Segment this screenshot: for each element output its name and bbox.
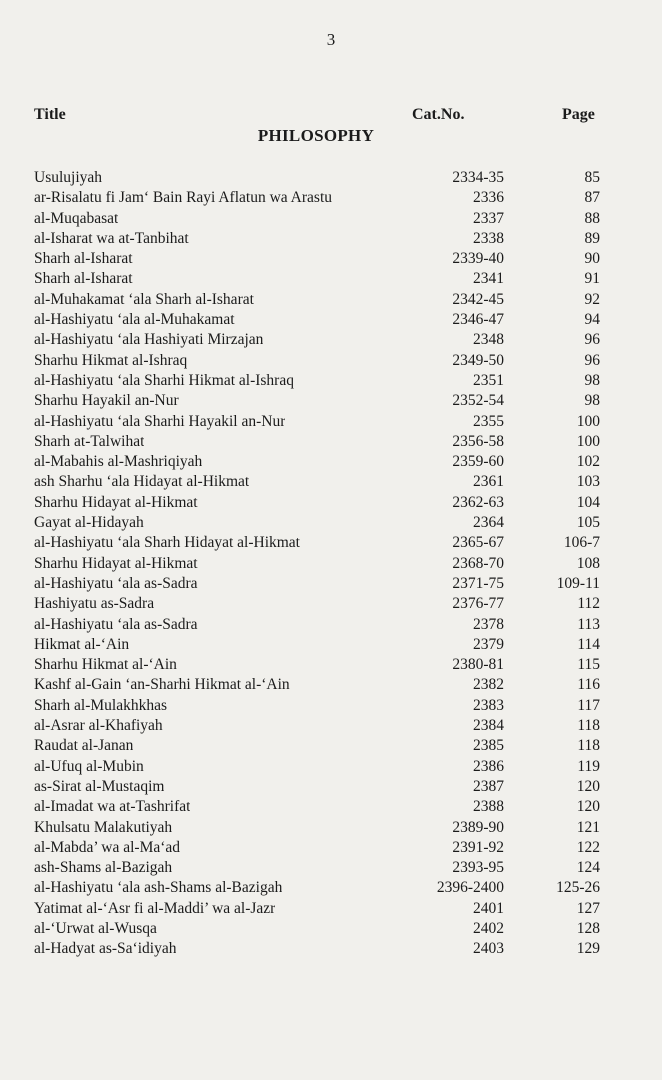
entry-page: 85 (584, 169, 600, 186)
catalog-entry (34, 696, 600, 716)
entry-page: 114 (577, 635, 600, 653)
entry-page: 106-7 (563, 534, 600, 552)
entry-cat-no: 2383 (473, 696, 504, 714)
entry-page: 94 (584, 311, 600, 329)
entry-page: 98 (584, 371, 600, 389)
entry-page: 91 (584, 270, 600, 288)
entry-cat-no: 2355 (473, 412, 504, 430)
catalog-entry (34, 533, 600, 553)
entry-cat-no: 2388 (473, 798, 504, 816)
entry-page: 105 (576, 514, 600, 532)
entry-cat-no: 2365-67 (452, 534, 504, 552)
catalog-entry (34, 615, 600, 635)
catalog-entry (34, 493, 600, 513)
entry-cat-no: 2380-81 (452, 656, 504, 674)
entry-page: 90 (584, 250, 600, 268)
entry-cat-no: 2402 (473, 919, 504, 937)
entry-title: al-Mabahis al-Mashriqiyah (34, 453, 203, 471)
entry-page: 98 (584, 392, 600, 410)
entry-cat-no: 2385 (473, 737, 504, 755)
entry-cat-no: 2337 (473, 209, 504, 227)
entry-cat-no: 2334-35 (452, 169, 504, 186)
entry-page: 87 (584, 189, 600, 207)
entry-cat-no: 2342-45 (452, 290, 504, 308)
entry-page: 121 (576, 818, 600, 836)
catalog-entry (34, 757, 600, 777)
catalog-entry (34, 899, 600, 919)
entry-cat-no: 2348 (473, 331, 504, 349)
entry-page: 119 (577, 757, 600, 775)
entry-title: Sharhu Hidayat al-Hikmat (34, 493, 198, 511)
catalog-entry (34, 939, 600, 959)
entry-title: al-Hadyat as-Sa‘idiyah (34, 940, 177, 958)
entry-title: Sharhu Hayakil an-Nur (34, 392, 179, 410)
entry-title: al-Hashiyatu ‘ala Sharh Hidayat al-Hikmat (34, 534, 300, 552)
catalog-entry (34, 838, 600, 858)
catalog-entry (34, 351, 600, 371)
catalog-entry (34, 716, 600, 736)
entry-title: al-Mabda’ wa al-Ma‘ad (34, 838, 181, 856)
catalog-entry (34, 736, 600, 756)
catalog-entry (34, 391, 600, 411)
entry-title: Raudat al-Janan (34, 737, 134, 755)
entry-cat-no: 2384 (473, 717, 504, 735)
catalog-entry (34, 574, 600, 594)
entry-cat-no: 2403 (473, 940, 504, 958)
entry-title: Usulujiyah (34, 169, 103, 186)
entry-title: al-Hashiyatu ‘ala Sharhi Hayakil an-Nur (34, 412, 286, 430)
catalog-entry (34, 878, 600, 898)
entry-title: al-‘Urwat al-Wusqa (34, 919, 157, 937)
entry-cat-no: 2341 (473, 270, 504, 288)
entry-page: 127 (576, 899, 600, 917)
catalog-entry (34, 310, 600, 330)
entry-page: 120 (576, 798, 600, 816)
entry-title: Sharhu Hikmat al-‘Ain (34, 656, 177, 674)
entry-page: 116 (577, 676, 600, 694)
entry-cat-no: 2379 (473, 635, 504, 653)
entry-cat-no: 2389-90 (452, 818, 504, 836)
entry-title: al-Hashiyatu ‘ala ash-Shams al-Bazigah (34, 879, 283, 897)
entry-page: 96 (584, 351, 600, 369)
catalog-entry (34, 858, 600, 878)
cat-no-column-header: Cat.No. (412, 106, 465, 123)
entry-page: 100 (576, 432, 600, 450)
entry-title: Sharh al-Isharat (34, 270, 133, 288)
catalog-entry (34, 655, 600, 675)
entry-cat-no: 2401 (473, 899, 504, 917)
catalog-entry (34, 919, 600, 939)
entry-title: Sharhu Hikmat al-Ishraq (34, 351, 188, 369)
catalog-entry (34, 554, 600, 574)
catalog-entry (34, 249, 600, 269)
entry-title: al-Ufuq al-Mubin (34, 757, 144, 775)
entry-cat-no: 2346-47 (452, 311, 504, 329)
entry-cat-no: 2386 (473, 757, 504, 775)
entry-title: Sharh al-Mulakhkhas (34, 696, 168, 714)
entry-cat-no: 2362-63 (452, 493, 504, 511)
page-column-header: Page (562, 106, 595, 123)
entry-cat-no: 2393-95 (452, 859, 504, 877)
entry-cat-no: 2359-60 (452, 453, 504, 471)
entry-page: 96 (584, 331, 600, 349)
page-number: 3 (326, 30, 336, 49)
entry-cat-no: 2349-50 (452, 351, 504, 369)
entry-title: Kashf al-Gain ‘an-Sharhi Hikmat al-‘Ain (34, 676, 290, 694)
entry-page: 115 (577, 656, 600, 674)
entry-title: ash Sharhu ‘ala Hidayat al-Hikmat (34, 473, 250, 491)
entry-page: 118 (577, 737, 600, 755)
entry-title: al-Hashiyatu ‘ala al-Muhakamat (34, 311, 235, 329)
catalog-entry (34, 818, 600, 838)
catalog-entries (34, 168, 600, 960)
section-heading: PHILOSOPHY (257, 126, 375, 145)
entry-title: Hikmat al-‘Ain (34, 635, 130, 653)
entry-cat-no: 2387 (473, 777, 504, 795)
entry-title: ash-Shams al-Bazigah (34, 859, 173, 877)
catalog-entry (34, 432, 600, 452)
entry-cat-no: 2339-40 (452, 250, 504, 268)
entry-cat-no: 2336 (473, 189, 504, 207)
entry-page: 102 (576, 453, 600, 471)
entry-title: al-Imadat wa at-Tashrifat (34, 798, 191, 816)
entry-cat-no: 2378 (473, 615, 504, 633)
catalog-entry (34, 777, 600, 797)
entry-page: 109-11 (556, 574, 600, 592)
entry-cat-no: 2371-75 (452, 574, 504, 592)
catalog-entry (34, 412, 600, 432)
entry-page: 112 (577, 595, 600, 613)
catalog-entry (34, 797, 600, 817)
entry-page: 129 (576, 940, 600, 958)
entry-title: ar-Risalatu fi Jam‘ Bain Rayi Aflatun wa Arastu (34, 189, 332, 207)
entry-cat-no: 2396-2400 (436, 879, 504, 897)
entry-title: Sharh at-Talwihat (34, 432, 145, 450)
catalog-entry (34, 168, 600, 188)
catalog-entry (34, 452, 600, 472)
entry-title: Gayat al-Hidayah (34, 514, 144, 532)
entry-page: 89 (584, 229, 600, 247)
entry-cat-no: 2361 (473, 473, 504, 491)
entry-cat-no: 2382 (473, 676, 504, 694)
entry-title: as-Sirat al-Mustaqim (34, 777, 165, 795)
catalog-entry (34, 635, 600, 655)
entry-cat-no: 2391-92 (452, 838, 504, 856)
entry-title: al-Muhakamat ‘ala Sharh al-Isharat (34, 290, 254, 308)
catalog-entry (34, 290, 600, 310)
catalog-entry (34, 472, 600, 492)
entry-page: 124 (576, 859, 600, 877)
entry-title: al-Hashiyatu ‘ala as-Sadra (34, 574, 198, 592)
entry-title: Yatimat al-‘Asr fi al-Maddi’ wa al-Jazr (34, 899, 276, 917)
entry-title: al-Muqabasat (34, 209, 119, 227)
entry-page: 117 (577, 696, 600, 714)
entry-title: al-Hashiyatu ‘ala as-Sadra (34, 615, 198, 633)
entry-page: 92 (584, 290, 600, 308)
entry-page: 100 (576, 412, 600, 430)
entry-title: al-Asrar al-Khafiyah (34, 717, 163, 735)
entry-page: 103 (576, 473, 600, 491)
entry-title: al-Hashiyatu ‘ala Sharhi Hikmat al-Ishraq (34, 371, 294, 389)
entry-cat-no: 2368-70 (452, 554, 504, 572)
entry-page: 118 (577, 717, 600, 735)
catalog-entry (34, 209, 600, 229)
entry-cat-no: 2364 (473, 514, 504, 532)
title-column-header: Title (34, 106, 66, 123)
entry-page: 125-26 (556, 879, 600, 897)
entry-title: Sharh al-Isharat (34, 250, 133, 268)
catalog-entry (34, 330, 600, 350)
entry-cat-no: 2352-54 (452, 392, 504, 410)
catalog-entry (34, 513, 600, 533)
catalog-entry (34, 594, 600, 614)
catalog-entry (34, 371, 600, 391)
entry-page: 104 (576, 493, 600, 511)
entry-page: 122 (576, 838, 600, 856)
catalog-entry (34, 269, 600, 289)
entry-title: al-Isharat wa at-Tanbihat (34, 229, 189, 247)
catalog-entry (34, 229, 600, 249)
entry-page: 88 (584, 209, 600, 227)
catalog-entry (34, 675, 600, 695)
entry-cat-no: 2356-58 (452, 432, 504, 450)
entry-title: al-Hashiyatu ‘ala Hashiyati Mirzajan (34, 331, 264, 349)
entry-title: Khulsatu Malakutiyah (34, 818, 173, 836)
entry-title: Hashiyatu as-Sadra (34, 595, 155, 613)
entry-title: Sharhu Hidayat al-Hikmat (34, 554, 198, 572)
entry-cat-no: 2376-77 (452, 595, 504, 613)
entry-page: 113 (577, 615, 600, 633)
entry-page: 128 (576, 919, 600, 937)
entry-cat-no: 2338 (473, 229, 504, 247)
entry-cat-no: 2351 (473, 371, 504, 389)
entry-page: 108 (576, 554, 600, 572)
entry-page: 120 (576, 777, 600, 795)
catalog-entry (34, 188, 600, 208)
